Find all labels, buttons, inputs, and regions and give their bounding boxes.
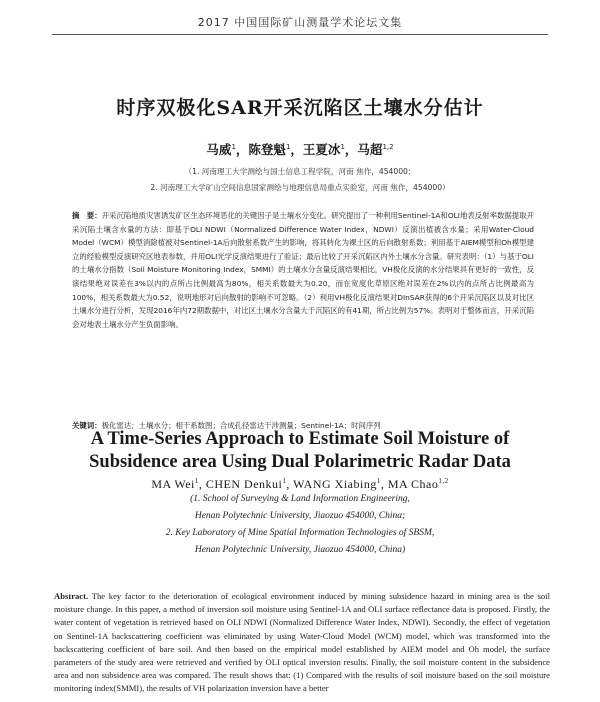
author-sup: 1 — [340, 142, 345, 151]
abstract-text: 开采沉陷地质灾害诱发矿区生态环境恶化的关键因子是土壤水分变化。研究提出了一种利用Sentinel-1A和OLI地表反射率数据提取开采沉陷土壤含水量的方法：即基于OLI NDWI（Normalized Difference Water Index，NDWI）反演出植被含水量；采用Water-Cloud Model（WCM）模型消除植被对Sentinel-1A后向散射系数产生的影响，将其转化为裸土区的后向散射系数；利用基于AIEM模型和Oh模型建立的经验模型反演研究区地表参数，并用OLI光学反演结果进行了验证；最后比较了开采沉陷区内外土壤水分含量。研究表明：（1）与基于OLI的土壤水分指数（Soil Moisture Monitoring Index，SMMI）的土壤水分含量反演结果相比，VH极化反演的水分结果具有更好的一致性，反演结果绝对误差在3%以内的点所占比例最高为80%，相关系数最大为0.20，而在宽度化草原区绝对误差在2%以内的点所占比例最高为100%，相关系数最大为0.52，说明地形对后向散射的影响不可忽略。（2）利用VH极化反演结果对DInSAR获得的6个开采沉陷区以及对比区土壤水分进行分析，发现2016年内72期数据中，对比区土壤水分含量大于沉陷区的有41期，所占比例为57%。表明对于整体而言，开采沉陷会对地表土壤水分产生负面影响。 — [72, 211, 534, 329]
chinese-abstract — [72, 209, 534, 331]
author-name: 马超 — [357, 142, 383, 157]
author-sup: 1 — [376, 477, 381, 485]
chinese-affiliation-2: 2. 河南理工大学矿山空间信息国家测绘与地理信息局重点实验室，河南 焦作，454000） — [150, 183, 450, 192]
english-affiliation-line: Henan Polytechnic University, Jiaozuo 454000, China) — [194, 545, 406, 555]
running-header: 2017 中国国际矿山测量学术论坛文集 — [197, 16, 403, 29]
english-authors: MA Wei$^1$, CHEN Denkui$^1$, WANG Xiabing$^1$, MA Chao$^{1,2}$ — [151, 477, 449, 491]
keywords-label: 关键词： — [72, 421, 102, 430]
abstract-label: Abstract. — [54, 591, 89, 601]
author-sup: 1 — [231, 142, 236, 151]
author-sup: 1 — [194, 477, 199, 485]
english-title-line: A Time-Series Approach to Estimate Soil Moisture of — [90, 429, 510, 449]
chinese-title: 时序双极化SAR开采沉陷区土壤水分估计 — [116, 97, 484, 119]
author-sup: 1,2 — [382, 142, 394, 151]
author-name: 陈登魁 — [248, 142, 286, 157]
chinese-affiliation-1: （1. 河南理工大学测绘与国土信息工程学院，河南 焦作，454000； — [184, 167, 416, 176]
author-name: 马威 — [206, 142, 232, 157]
author-sup: 1 — [282, 477, 287, 485]
english-title — [0, 428, 600, 474]
author-sup: 1,2 — [438, 477, 449, 485]
abstract-text: The key factor to the deterioration of ecological environment induced by mining subsidence hazard in mining area is the soil moisture change. In this paper, a method of inversion soil moisture using Sentinel-1A and OLI surface reflectance data is proposed. Firstly, the water content of vegetation is retrieved based on OLI NDWI (Normalized Difference Water Index, NDWI). Secondly, the effect of vegetation on Sentinel-1A backscattering coefficient was eliminated by using Water-Cloud Model (WCM) model, which was transformed into the backscattering coefficient of bare soil. And then based on the empirical model established by AIEM model and Oh model, the surface parameters of the study area were retrieved and verified by OLI optical inversion results. Finally, the soil moisture content in the subsidence area and non subsidence area was compared. The result shows that: (1) Compared with the results of soil moisture based on the soil moisture monitoring index(SMMI), the results of VH polarization inversion have a better — [54, 591, 551, 694]
header-rule — [52, 34, 548, 35]
english-affiliation-line: Henan Polytechnic University, Jiaozuo 454000, China; — [194, 511, 406, 521]
abstract-label: 摘 要： — [72, 211, 102, 220]
author-name: MA Chao — [387, 477, 439, 491]
english-affiliation-line: 2. Key Laboratory of Mine Spatial Information Technologies of SBSM, — [165, 528, 435, 538]
english-affiliation-line: (1. School of Surveying & Land Information Engineering, — [190, 494, 410, 504]
english-abstract — [54, 590, 550, 696]
english-title-line: Subsidence area Using Dual Polarimetric Radar Data — [89, 452, 511, 472]
keywords-text: 极化雷达；土壤水分；相干系数图；合成孔径雷达干涉测量；Sentinel-1A；时间序列 — [101, 421, 381, 430]
author-name: CHEN Denkui — [205, 477, 283, 491]
author-name: WANG Xiabing — [293, 477, 377, 491]
author-name: MA Wei — [151, 477, 195, 491]
chinese-authors: 马威$^1$，陈登魁$^1$，王夏冰$^1$，马超$^{1,2}$ — [206, 142, 394, 157]
author-name: 王夏冰 — [302, 142, 341, 157]
author-sup: 1 — [285, 142, 291, 151]
